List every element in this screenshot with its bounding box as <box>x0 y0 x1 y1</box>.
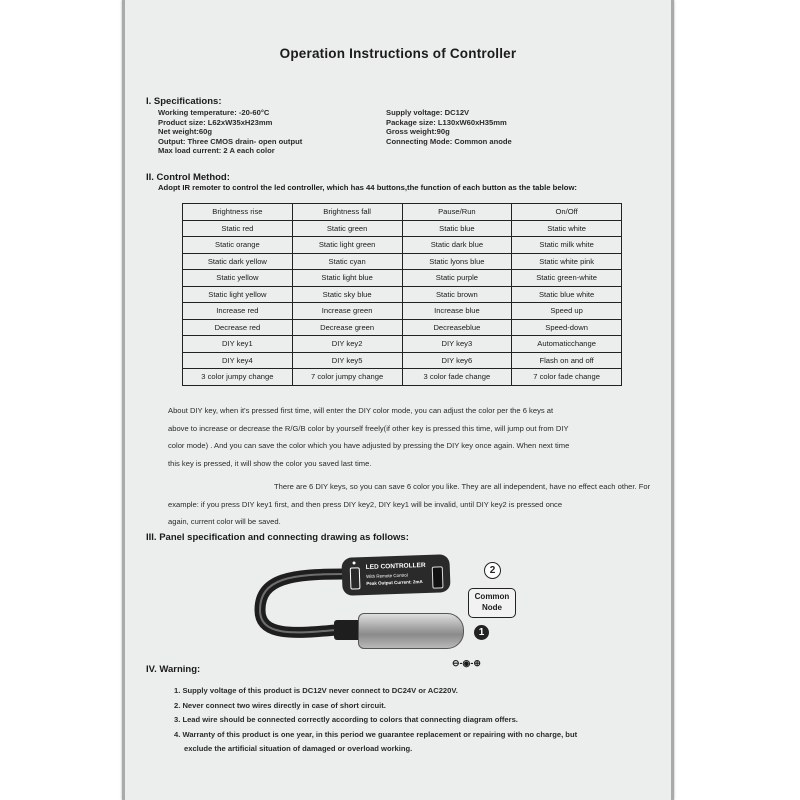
control-intro: Adopt IR remoter to control the led controller, which has 44 buttons,the function of each button as the table below: <box>158 183 577 192</box>
table-cell: Flash on and off <box>512 352 622 369</box>
table-cell: 7 color jumpy change <box>292 369 402 386</box>
paragraph-line: this key is pressed, it will show the color you saved last time. <box>168 458 372 468</box>
specifications-heading: I. Specifications: <box>146 96 222 107</box>
table-row <box>183 369 622 386</box>
table-row <box>183 303 622 320</box>
paragraph-line: color mode) . And you can save the color which you have adjusted by pressing the DIY key once again. When next time <box>168 441 570 450</box>
spec-line: Package size: L130xW60xH35mm <box>386 117 507 127</box>
table-cell: Increase red <box>183 303 293 320</box>
spec-line: Supply voltage: DC12V <box>386 108 470 117</box>
table-cell: Static lyons blue <box>402 253 512 270</box>
common-node-callout: Common Node <box>468 588 516 618</box>
table-cell: Static green-white <box>512 270 622 287</box>
table-cell: Static yellow <box>183 270 293 287</box>
table-row <box>183 270 622 287</box>
callout-marker-1: 1 <box>474 625 489 640</box>
table-row <box>183 319 622 336</box>
sheet-right-edge <box>671 0 674 800</box>
table-row <box>183 352 622 369</box>
callout-marker-2: 2 <box>484 562 501 579</box>
table-cell: DIY key5 <box>292 352 402 369</box>
table-cell: Pause/Run <box>402 204 512 221</box>
spec-line: Net weight:60g <box>158 127 213 136</box>
control-method-heading: II. Control Method: <box>146 172 230 183</box>
table-row <box>183 336 622 353</box>
device-current-label: Peak Output Current: 2mA <box>366 579 423 587</box>
dc-plug-icon <box>358 613 464 649</box>
warning-item: exclude the artificial situation of damaged or overload working. <box>184 744 413 753</box>
table-cell: DIY key2 <box>292 336 402 353</box>
device-subtitle: With Remote Control <box>365 572 408 580</box>
diy-paragraph-1 <box>168 402 658 472</box>
warning-item: 2. Never connect two wires directly in case of short circuit. <box>174 700 386 710</box>
table-cell: Static blue <box>402 220 512 237</box>
table-cell: Static white <box>512 220 622 237</box>
document-title: Operation Instructions of Controller <box>279 46 517 61</box>
table-cell: DIY key3 <box>402 336 512 353</box>
diy-paragraph-2 <box>168 478 658 531</box>
table-cell: Static white pink <box>512 253 622 270</box>
table-cell: Static red <box>183 220 293 237</box>
paragraph-line: example: if you press DIY key1 first, and then press DIY key2, DIY key1 will be invalid, until DIY key2 is pressed once <box>168 499 563 509</box>
specs-right-column <box>386 108 512 146</box>
table-cell: Brightness rise <box>183 204 293 221</box>
specs-left-column <box>158 108 302 156</box>
spec-line: Connecting Mode: Common anode <box>386 136 512 146</box>
device-title: LED CONTROLLER <box>365 561 426 572</box>
table-cell: On/Off <box>512 204 622 221</box>
table-cell: Speed up <box>512 303 622 320</box>
polarity-symbol: ⊖-◉-⊕ <box>452 658 481 668</box>
indicator-dot-icon <box>353 561 356 564</box>
table-cell: Decrease green <box>292 319 402 336</box>
connection-diagram <box>252 548 542 668</box>
table-cell: Decreaseblue <box>402 319 512 336</box>
table-cell: Static purple <box>402 270 512 287</box>
table-row <box>183 204 622 221</box>
spec-line: Product size: L62xW35xH23mm <box>158 117 273 127</box>
table-cell: Static dark yellow <box>183 253 293 270</box>
warning-list <box>174 684 674 757</box>
warning-item: 4. Warranty of this product is one year, in this period we guarantee replacement or repairing with no charge, but <box>174 729 578 739</box>
table-cell: Static dark blue <box>402 237 512 254</box>
led-controller-device <box>341 554 450 596</box>
warning-item: 3. Lead wire should be connected correctly according to colors that connecting diagram offers. <box>174 715 518 724</box>
warning-item: 1. Supply voltage of this product is DC12V never connect to DC24V or AC220V. <box>174 686 458 695</box>
ir-receiver-icon <box>350 567 361 589</box>
table-cell: Increase green <box>292 303 402 320</box>
table-cell: Static cyan <box>292 253 402 270</box>
table-cell: Brightness fall <box>292 204 402 221</box>
table-cell: Decrease red <box>183 319 293 336</box>
table-cell: Static light green <box>292 237 402 254</box>
output-connector-icon <box>432 566 444 588</box>
table-cell: Static sky blue <box>292 286 402 303</box>
table-cell: DIY key4 <box>183 352 293 369</box>
table-cell: Increase blue <box>402 303 512 320</box>
table-cell: DIY key6 <box>402 352 512 369</box>
paragraph-line: above to increase or decrease the R/G/B color by yourself freely(if other key is pressed this time, will jump out from DIY <box>168 423 569 433</box>
spec-line: Gross weight:90g <box>386 127 450 136</box>
warning-heading: IV. Warning: <box>146 664 201 675</box>
table-row <box>183 237 622 254</box>
table-cell: Static orange <box>183 237 293 254</box>
paragraph-line: About DIY key, when it's pressed first time, will enter the DIY color mode, you can adjust the color per the 6 keys at <box>168 406 554 415</box>
table-cell: Static light yellow <box>183 286 293 303</box>
paragraph-line: There are 6 DIY keys, so you can save 6 color you like. They are all independent, have no effect each other. For <box>274 482 651 491</box>
spec-line: Working temperature: -20-60°C <box>158 108 270 117</box>
table-cell: 3 color fade change <box>402 369 512 386</box>
spec-line: Output: Three CMOS drain- open output <box>158 136 303 146</box>
button-function-table <box>182 203 622 386</box>
instruction-sheet <box>122 0 674 800</box>
table-row <box>183 253 622 270</box>
table-cell: Static green <box>292 220 402 237</box>
table-cell: 7 color fade change <box>512 369 622 386</box>
table-cell: 3 color jumpy change <box>183 369 293 386</box>
table-cell: Static milk white <box>512 237 622 254</box>
table-row <box>183 286 622 303</box>
table-cell: Static brown <box>402 286 512 303</box>
table-row <box>183 220 622 237</box>
table-cell: Automaticchange <box>512 336 622 353</box>
table-cell: Static light blue <box>292 270 402 287</box>
paragraph-line: again, current color will be saved. <box>168 517 281 526</box>
sheet-left-edge <box>122 0 125 800</box>
table-cell: Static blue white <box>512 286 622 303</box>
table-cell: Speed-down <box>512 319 622 336</box>
spec-line: Max load current: 2 A each color <box>158 146 275 155</box>
table-cell: DIY key1 <box>183 336 293 353</box>
panel-heading: III. Panel specification and connecting drawing as follows: <box>146 532 409 543</box>
